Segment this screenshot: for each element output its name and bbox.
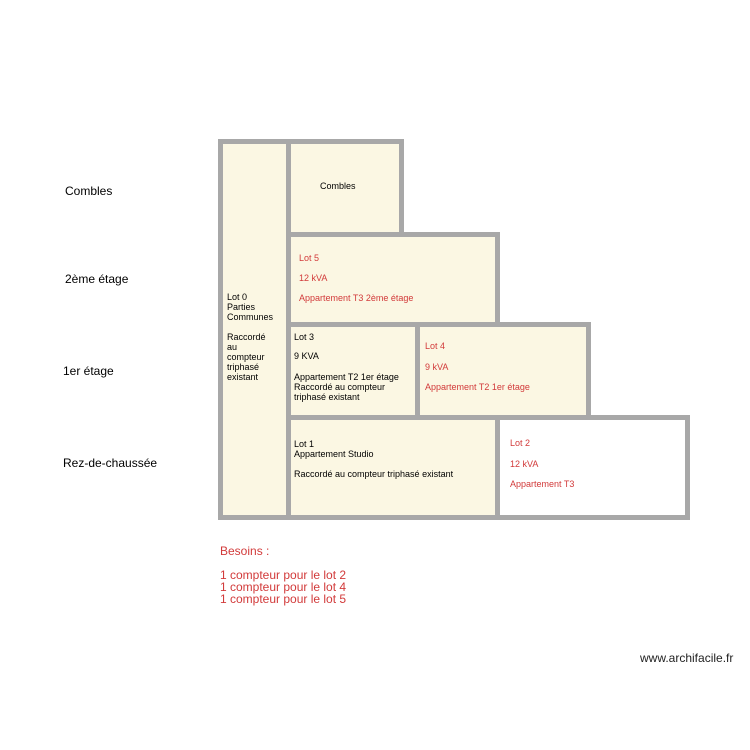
lot3-desc bbox=[294, 372, 399, 402]
lot0-title: Lot 0 bbox=[227, 292, 248, 302]
lot0-line: Parties bbox=[227, 302, 256, 312]
lot3-power: 9 KVA bbox=[294, 351, 319, 361]
combles-title: Combles bbox=[320, 181, 356, 191]
lot0-note-line: Raccordé bbox=[227, 332, 266, 342]
lot3-desc-line: Raccordé au compteur bbox=[294, 382, 386, 392]
lot0-text bbox=[227, 292, 273, 382]
floor-label-1er-etage: 1er étage bbox=[63, 364, 114, 378]
lot0-note-line: au bbox=[227, 342, 238, 352]
lot1-title: Lot 1 bbox=[294, 439, 315, 449]
floor-label-rez-de-chaussee: Rez-de-chaussée bbox=[63, 456, 158, 470]
besoins-title: Besoins : bbox=[220, 544, 270, 558]
lot3-desc-line: Appartement T2 1er étage bbox=[294, 372, 399, 382]
lot5-title: Lot 5 bbox=[299, 253, 320, 263]
lot0-note-line: compteur bbox=[227, 352, 265, 362]
lot4-title: Lot 4 bbox=[425, 341, 446, 351]
lot3-desc-line: triphasé existant bbox=[294, 392, 360, 402]
lot0-note-line: existant bbox=[227, 372, 259, 382]
watermark: www.archifacile.fr bbox=[640, 651, 734, 665]
lot5-power: 12 kVA bbox=[299, 273, 328, 283]
lot0-note-line: triphasé bbox=[227, 362, 260, 372]
lot5-desc: Appartement T3 2ème étage bbox=[299, 293, 414, 303]
floor-label-combles: Combles bbox=[65, 184, 113, 198]
lot2-title: Lot 2 bbox=[510, 438, 531, 448]
lot0-line: Communes bbox=[227, 312, 274, 322]
floor-label-2eme-etage: 2ème étage bbox=[65, 272, 129, 286]
lot1-desc: Appartement Studio bbox=[294, 449, 374, 459]
besoins-item: 1 compteur pour le lot 5 bbox=[220, 592, 347, 606]
lot4-desc: Appartement T2 1er étage bbox=[425, 382, 530, 392]
besoins-block bbox=[220, 545, 346, 605]
lot3-title: Lot 3 bbox=[294, 332, 315, 342]
lot4-power: 9 kVA bbox=[425, 362, 449, 372]
besoins-item: 1 compteur pour le lot 4 bbox=[220, 580, 347, 594]
lot1-note: Raccordé au compteur triphasé existant bbox=[294, 469, 454, 479]
besoins-item: 1 compteur pour le lot 2 bbox=[220, 568, 347, 582]
lot2-desc: Appartement T3 bbox=[510, 479, 575, 489]
lot2-power: 12 kVA bbox=[510, 459, 539, 469]
room-lot-1[interactable] bbox=[286, 415, 500, 520]
